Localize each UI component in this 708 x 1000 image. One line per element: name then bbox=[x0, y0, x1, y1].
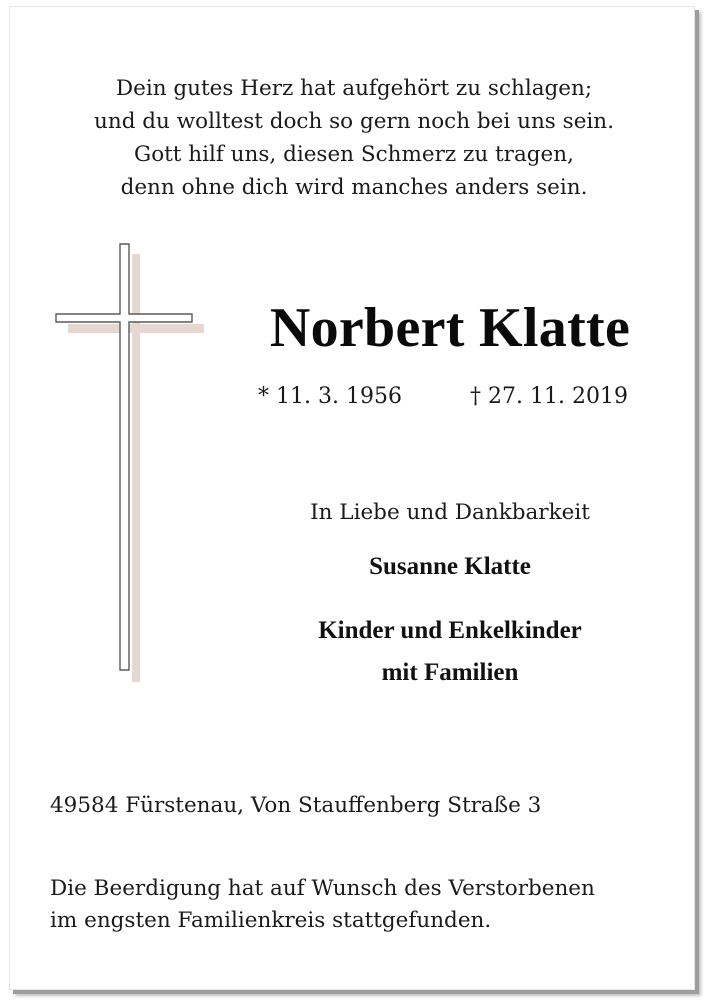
poem-line: und du wolltest doch so gern noch bei uns sein. bbox=[94, 109, 614, 134]
poem-line: Dein gutes Herz hat aufgehört zu schlagen; bbox=[115, 76, 593, 101]
poem-line: denn ohne dich wird manches anders sein. bbox=[120, 175, 588, 200]
deceased-name: Norbert Klatte bbox=[269, 297, 631, 359]
address: 49584 Fürstenau, Von Stauffenberg Straße 3 bbox=[50, 793, 542, 818]
birth-date: * 11. 3. 1956 bbox=[258, 384, 402, 409]
mourner-family-cont: mit Familien bbox=[381, 659, 519, 686]
mourners-intro: In Liebe und Dankbarkeit bbox=[310, 500, 590, 525]
death-date: † 27. 11. 2019 bbox=[470, 384, 628, 409]
mourner-name: Susanne Klatte bbox=[369, 553, 531, 580]
funeral-note-line: Die Beerdigung hat auf Wunsch des Verstorbenen bbox=[50, 876, 595, 901]
cross-icon bbox=[52, 238, 212, 688]
mourner-family: Kinder und Enkelkinder bbox=[318, 617, 582, 644]
funeral-note bbox=[50, 873, 595, 937]
funeral-note-line: im engsten Familienkreis stattgefunden. bbox=[50, 908, 492, 933]
poem bbox=[0, 72, 708, 204]
poem-line: Gott hilf uns, diesen Schmerz zu tragen, bbox=[134, 142, 574, 167]
